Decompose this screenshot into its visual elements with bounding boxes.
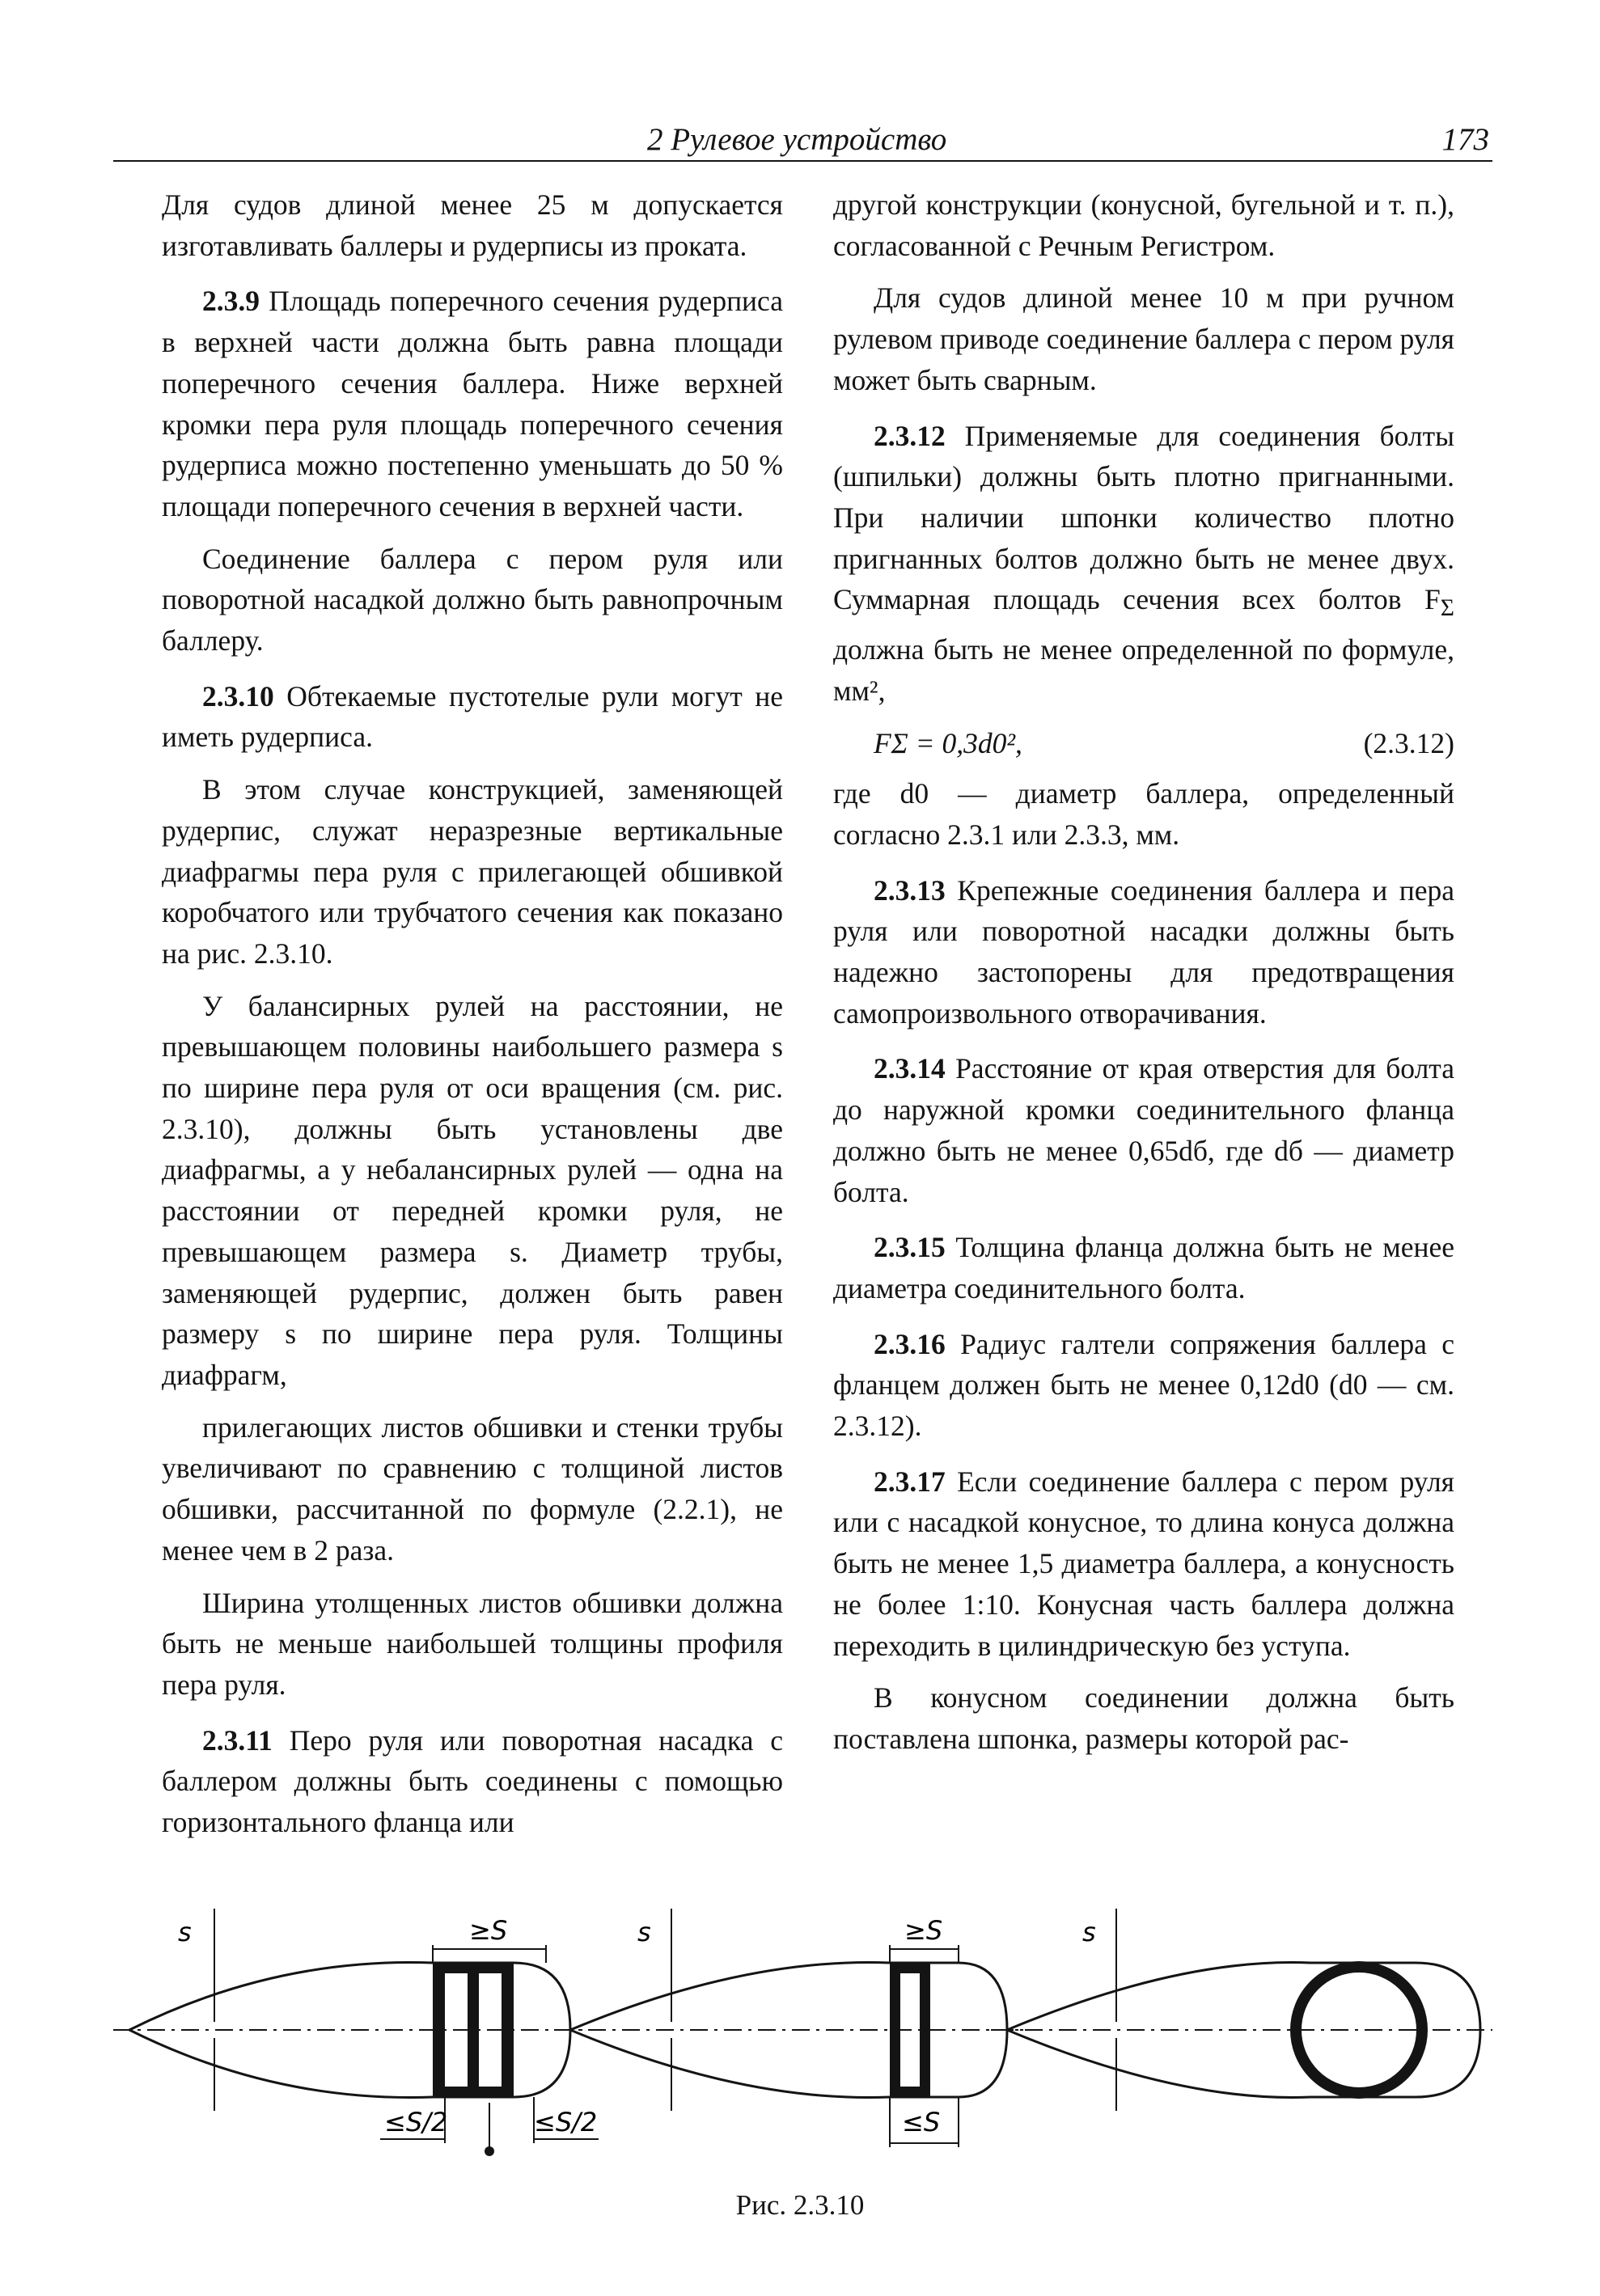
dim-label-s: s: [1082, 1917, 1096, 1947]
running-header-title: 2 Рулевое устройство: [647, 122, 947, 157]
dim-label-le-s-half: ≤S/2: [384, 2107, 448, 2137]
section-number: 2.3.12: [874, 419, 946, 452]
section-text-cont: должна быть не менее определенной по формуле, мм²,: [833, 633, 1454, 707]
section-2-3-16: [833, 1324, 1454, 1447]
formula-number: (2.3.12): [1363, 726, 1454, 759]
formula: [833, 723, 1454, 764]
paragraph: Ширина утолщенных листов обшивки должна быть не меньше наибольшей толщины профиля пера руля.: [162, 1586, 783, 1701]
section-number: 2.3.9: [202, 285, 260, 318]
section-number: 2.3.16: [874, 1327, 946, 1360]
section-number: 2.3.11: [202, 1723, 273, 1757]
section-2-3-15: [833, 1227, 1454, 1309]
rudder-profile-tube: [991, 1909, 1492, 2111]
paragraph: другой конструкции (конусной, бугельной и т. п.), согласованной с Речным Регистром.: [833, 188, 1454, 262]
paragraph: Для судов длиной менее 25 м допускается изготавливать баллеры и рудерписы из проката.: [162, 188, 783, 262]
paragraph: В конусном соединении должна быть поставлена шпонка, размеры которой рас-: [833, 1681, 1454, 1755]
paragraph: В этом случае конструкцией, заменяющей рудерпис, служат неразрезные вертикальные диафрагмы пера руля с прилегающей обшивкой коробчатого или трубчатого сечения как показано на рис. 2.3.10.: [162, 773, 783, 970]
dim-label-ge-s: ≥S: [904, 1915, 943, 1946]
section-2-3-17: [833, 1461, 1454, 1667]
rotation-axis-dot: [485, 2146, 494, 2156]
section-2-3-12: [833, 416, 1454, 712]
section-text: Если соединение баллера с пером руля или с насадкой конусное, то длина конуса должна быть не менее 1,5 диаметра баллера, а конусность не более 1:10. Конусная часть баллера должна переходить в цилиндрическую без уступа.: [833, 1465, 1454, 1662]
section-text: Толщина фланца должна быть не менее диаметра соединительного болта.: [833, 1231, 1455, 1304]
right-column: [833, 184, 1454, 1771]
dim-label-ge-s: ≥S: [469, 1915, 508, 1946]
subscript: Σ: [1440, 595, 1454, 622]
section-2-3-11: [162, 1720, 783, 1843]
section-2-3-9: [162, 281, 783, 526]
paragraph: Для судов длиной менее 10 м при ручном рулевом приводе соединение баллера с пером руля может быть сварным.: [833, 281, 1454, 396]
figure-caption: Рис. 2.3.10: [735, 2189, 865, 2221]
section-text: Крепежные соединения баллера и пера руля или поворотной насадки должны быть надежно застопорены для предотвращения самопроизвольного отворачивания.: [833, 873, 1454, 1030]
section-number: 2.3.14: [874, 1052, 946, 1085]
paragraph: Соединение баллера с пером руля или поворотной насадкой должно быть равнопрочным баллеру.: [162, 542, 783, 658]
formula-expression: FΣ = 0,3d0²,: [874, 726, 1022, 759]
rudder-profile-unbalanced: [554, 1909, 1023, 2147]
dim-label-le-s: ≤S: [902, 2107, 941, 2137]
paragraph: прилегающих листов обшивки и стенки трубы увеличивают по сравнению с толщиной листов обшивки, рассчитанной по формуле (2.2.1), не менее чем в 2 раза.: [162, 1410, 783, 1567]
section-2-3-13: [833, 870, 1454, 1034]
section-text: Площадь поперечного сечения рудерписа в верхней части должна быть равна площади поперечного сечения баллера. Ниже верхней кромки пера руля площадь поперечного сечения рудерписа можно постепенно уменьшать до 50 % площади поперечного сечения в верхней части.: [162, 285, 784, 522]
section-text: Расстояние от края отверстия для болта до наружной кромки соединительного фланца должно быть не менее 0,65dб, где dб — диаметр болта.: [833, 1052, 1455, 1208]
dim-label-s: s: [637, 1917, 651, 1947]
paragraph: У балансирных рулей на расстоянии, не превышающем половины наибольшего размера s по ширине пера руля от оси вращения (см. рис. 2.3.10), должны быть установлены две диафрагмы, а у небалансирных рулей — одна на расстоянии от передней кромки руля, не превышающем размера s. Диаметр трубы, заменяющей рудерпис, должен быть равен размеру s по ширине пера руля. Толщины диафрагм,: [162, 989, 783, 1391]
section-text: Применяемые для соединения болты (шпильки) должны быть плотно пригнанными. При наличии шпонки количество плотно пригнанных болтов должно быть не менее двух. Суммарная площадь сечения всех болтов F: [833, 419, 1455, 616]
page-number: 173: [1441, 122, 1489, 157]
section-text: Обтекаемые пустотелые рули могут не иметь рудерписа.: [162, 679, 783, 754]
dim-label-s: s: [178, 1917, 192, 1947]
section-number: 2.3.13: [874, 873, 946, 907]
section-2-3-10: [162, 676, 783, 758]
section-text: Радиус галтели сопряжения баллера с фланцем должен быть не менее 0,12d0 (d0 — см. 2.3.12).: [833, 1327, 1455, 1443]
running-header: [113, 120, 1492, 162]
section-number: 2.3.15: [874, 1231, 946, 1264]
section-text: Перо руля или поворотная насадка с баллером должны быть соединены с помощью горизонтального фланца или: [162, 1723, 783, 1839]
section-2-3-14: [833, 1048, 1454, 1212]
section-number: 2.3.10: [202, 679, 274, 712]
rudder-sections-figure: [113, 1868, 1492, 2175]
left-column: [162, 184, 783, 1854]
paragraph: где d0 — диаметр баллера, определенный согласно 2.3.1 или 2.3.3, мм.: [833, 777, 1454, 851]
section-number: 2.3.17: [874, 1465, 946, 1498]
dim-label-le-s-half: ≤S/2: [534, 2107, 598, 2137]
